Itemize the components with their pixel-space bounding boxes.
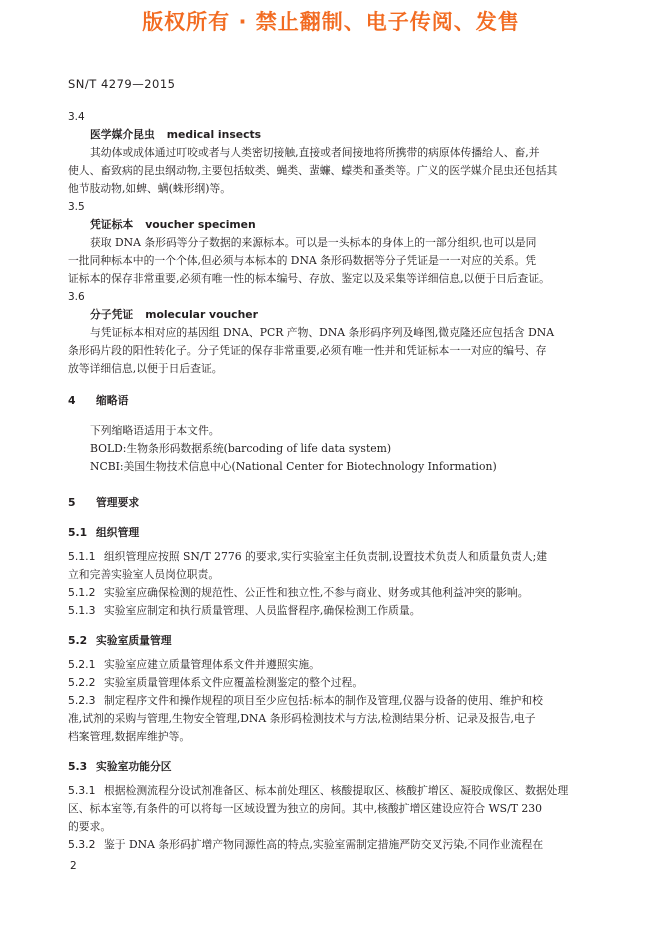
term-en: voucher specimen <box>145 218 256 231</box>
clause-text: 根据检测流程分设试剂准备区、标本前处理区、核酸提取区、核酸扩增区、凝胶成像区、数据处理 <box>104 784 569 797</box>
subsection-heading <box>68 632 584 650</box>
term-zh: 医学媒介昆虫 <box>90 128 155 141</box>
clause <box>68 584 584 602</box>
clause-continuation: 立和完善实验室人员岗位职责。 <box>68 568 220 581</box>
clause-number: 5.2.3 <box>68 694 96 707</box>
clause <box>68 782 584 800</box>
subsection-heading <box>68 758 584 776</box>
section-title: 管理要求 <box>96 496 140 509</box>
clause-number: 5.3.1 <box>68 784 96 797</box>
subsection-number: 5.1 <box>68 526 88 539</box>
clause-continuation: 的要求。 <box>68 820 112 833</box>
document-body <box>68 108 584 854</box>
clause-continuation: 区、标本室等,有条件的可以将每一区域设置为独立的房间。其中,核酸扩增区建设应符合 WS/T 230 <box>68 802 542 815</box>
term-definition-line: 他节肢动物,如蜱、螨(蛛形纲)等。 <box>68 182 232 195</box>
clause-number: 5.2.1 <box>68 658 96 671</box>
subsection-title: 组织管理 <box>96 526 140 539</box>
subsection-title: 实验室质量管理 <box>96 634 172 647</box>
section-title: 缩略语 <box>96 394 129 407</box>
term-heading <box>68 126 584 144</box>
term-definition-line: 其幼体或成体通过叮咬或者与人类密切接触,直接或者间接地将所携带的病原体传播给人、畜,并 <box>90 146 540 159</box>
clause-continuation: 档案管理,数据库维护等。 <box>68 730 191 743</box>
clause <box>68 692 584 710</box>
term-definition-line: 一批同种标本中的一个个体,但必须与本标本的 DNA 条形码数据等分子凭证是一一对应的关系。凭 <box>68 254 537 267</box>
clause <box>68 674 584 692</box>
section-heading <box>68 494 584 512</box>
term-definition-line: 条形码片段的阳性转化子。分子凭证的保存非常重要,必须有唯一性并和凭证标本一一对应的编号、存 <box>68 344 547 357</box>
clause-text: 制定程序文件和操作规程的项目至少应包括:标本的制作及管理,仪器与设备的使用、维护和校 <box>104 694 543 707</box>
clause-number: 5.3.2 <box>68 838 96 851</box>
term-definition-line: 获取 DNA 条形码等分子数据的来源标本。可以是一头标本的身体上的一部分组织,也可以是同 <box>90 236 537 249</box>
page-number: 2 <box>70 860 77 872</box>
clause-number: 5.1.2 <box>68 586 96 599</box>
term-heading <box>68 216 584 234</box>
term-number: 3.5 <box>68 201 85 213</box>
term-zh: 分子凭证 <box>90 308 134 321</box>
term-definition-line: 使人、畜致病的昆虫纲动物,主要包括蚊类、蝇类、蜚蠊、蠓类和蚤类等。广义的医学媒介昆虫还包括其 <box>68 164 558 177</box>
clause-number: 5.1.3 <box>68 604 96 617</box>
clause <box>68 656 584 674</box>
clause <box>68 602 584 620</box>
clause <box>68 836 584 854</box>
term-entry <box>68 108 584 198</box>
term-definition-line: 放等详细信息,以便于日后查证。 <box>68 362 223 375</box>
subsection-number: 5.2 <box>68 634 88 647</box>
subsection-title: 实验室功能分区 <box>96 760 172 773</box>
abbreviation-line: BOLD:生物条形码数据系统(barcoding of life data system) <box>90 442 392 455</box>
term-entry <box>68 288 584 378</box>
standard-number: SN/T 4279—2015 <box>68 77 176 91</box>
term-heading <box>68 306 584 324</box>
abbreviation-line: NCBI:美国生物技术信息中心(National Center for Biotechnology Information) <box>90 460 497 473</box>
term-zh: 凭证标本 <box>90 218 134 231</box>
section-number: 4 <box>68 394 76 407</box>
term-en: medical insects <box>166 128 262 141</box>
clause-text: 实验室应确保检测的规范性、公正性和独立性,不参与商业、财务或其他利益冲突的影响。 <box>104 586 529 599</box>
term-definition-line: 证标本的保存非常重要,必须有唯一性的标本编号、存放、鉴定以及采集等详细信息,以便于日后查证。 <box>68 272 550 285</box>
clause-number: 5.1.1 <box>68 550 96 563</box>
term-entry <box>68 198 584 288</box>
clause-text: 实验室应建立质量管理体系文件并遵照实施。 <box>104 658 320 671</box>
term-definition-line: 与凭证标本相对应的基因组 DNA、PCR 产物、DNA 条形码序列及峰图,微克隆还应包括含 DNA <box>90 326 555 339</box>
subsection-number: 5.3 <box>68 760 88 773</box>
term-number: 3.6 <box>68 291 85 303</box>
term-en: molecular voucher <box>145 308 258 321</box>
clause-continuation: 准,试剂的采购与管理,生物安全管理,DNA 条形码检测技术与方法,检测结果分析、记录及报告,电子 <box>68 712 536 725</box>
copyright-banner: 版权所有 · 禁止翻制、电子传阅、发售 <box>142 10 520 34</box>
clause-number: 5.2.2 <box>68 676 96 689</box>
clause-text: 实验室质量管理体系文件应覆盖检测鉴定的整个过程。 <box>104 676 364 689</box>
clause <box>68 548 584 566</box>
section-heading <box>68 392 584 410</box>
abbreviation-line: 下列缩略语适用于本文件。 <box>90 424 220 437</box>
clause-text: 鉴于 DNA 条形码扩增产物同源性高的特点,实验室需制定措施严防交叉污染,不同作业流程在 <box>104 838 544 851</box>
section-number: 5 <box>68 496 76 509</box>
subsection-heading <box>68 524 584 542</box>
term-number: 3.4 <box>68 111 85 123</box>
clause-text: 实验室应制定和执行质量管理、人员监督程序,确保检测工作质量。 <box>104 604 421 617</box>
clause-text: 组织管理应按照 SN/T 2776 的要求,实行实验室主任负责制,设置技术负责人和质量负责人;建 <box>104 550 548 563</box>
